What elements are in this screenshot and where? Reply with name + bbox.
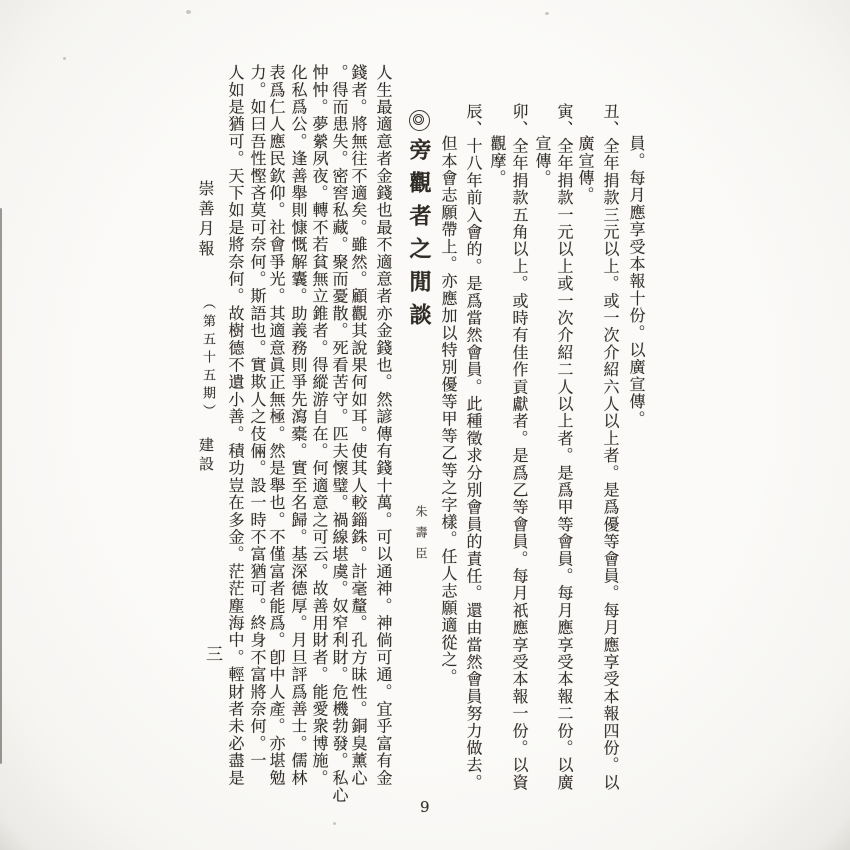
essay-column: 人生最適意者金錢也最不適意者亦金錢也。然諺傳有錢十萬。可以通神。神倘可通。宜乎富有金 bbox=[374, 64, 393, 787]
scan-edge-line bbox=[0, 208, 2, 764]
scan-speck bbox=[333, 822, 336, 825]
essay-column: 忡忡。夢縈夙夜。轉不若貧無立錐者。得縱游自在。何適意之可云。故善用財者。能愛衆博施。 bbox=[310, 64, 329, 787]
rules-column-item-chen: 辰、十八年前入會的。是爲當然會員。此種徵求分別會員的責任。還由當然會員努力做去。 bbox=[464, 103, 483, 791]
essay-column: 。得而患失。密窖私藏。聚而憂散。死看苦守。匹夫懷璧。禍線堪虞。奴窄利財。危機勃發。私心 bbox=[330, 64, 349, 804]
essay-column: 力。如曰吾性慳吝莫可奈何。斯語也。實欺人之伎倆。設一時不富猶可。終身不富將奈何。一 bbox=[248, 64, 267, 770]
rules-column-continuation: 觀摩。 bbox=[488, 135, 507, 187]
scan-speck bbox=[545, 12, 549, 15]
rules-column-item-yin: 寅、全年捐款一元以上或一次介紹二人以上者。是爲甲等會員。每月應享受本報二份。以廣 bbox=[555, 103, 574, 791]
margin-publication-title: 崇善月報 bbox=[196, 180, 215, 260]
rules-column-item-chou: 丑、全年捐款三元以上。或一次介紹六人以上者。是爲優等會員。每月應享受本報四份。以 bbox=[601, 103, 620, 791]
article-title: 旁觀者之閒談 bbox=[406, 138, 432, 336]
article-author: 朱壽臣 bbox=[414, 505, 428, 568]
rules-column-continuation: 廣宣傳。 bbox=[576, 135, 595, 204]
rules-column-continuation: 但本會志願帶上。亦應加以特別優等甲等乙等之字樣。任人志願適從之。 bbox=[439, 135, 458, 686]
essay-column: 人如是猶可。天下如是將奈何。故樹德不遺小善。積功豈在多金。茫茫塵海中。輕財者未必盡是 bbox=[226, 64, 245, 787]
article-title-column bbox=[406, 110, 432, 336]
seal-flower-icon bbox=[409, 110, 430, 131]
rules-column-continuation: 宣傳。 bbox=[533, 135, 552, 187]
margin-section-label: 建設 bbox=[197, 437, 215, 475]
essay-column: 錢者。將無往不適矣。雖然。顧觀其說果何如耳。使其人較錙銖。計毫釐。孔方昧性。銅臭薰心 bbox=[349, 64, 368, 787]
essay-column: 化私爲公。逢善舉則慷慨解囊。助義務則爭先瀉橐。實至名歸。基深德厚。月旦評爲善士。儒林 bbox=[289, 64, 308, 787]
scan-speck bbox=[186, 10, 191, 14]
page-number: 9 bbox=[420, 798, 431, 816]
rules-column-item-mao: 卯、全年捐款五角以上。或時有佳作貢獻者。是爲乙等會員。每月祇應享受本報一份。以資 bbox=[510, 103, 529, 791]
essay-column: 表爲仁人應民欽仰。社會爭光。其適意眞正無極。然是舉也。不僅富者能爲。卽中人產。亦堪勉 bbox=[267, 64, 286, 787]
folio-chinese: 三 bbox=[202, 645, 222, 662]
scan-speck bbox=[63, 57, 66, 60]
margin-issue-number: （第五十五期） bbox=[200, 296, 215, 422]
rules-column-continuation: 員。每月應享受本報十份。以廣宣傳。 bbox=[627, 135, 646, 428]
